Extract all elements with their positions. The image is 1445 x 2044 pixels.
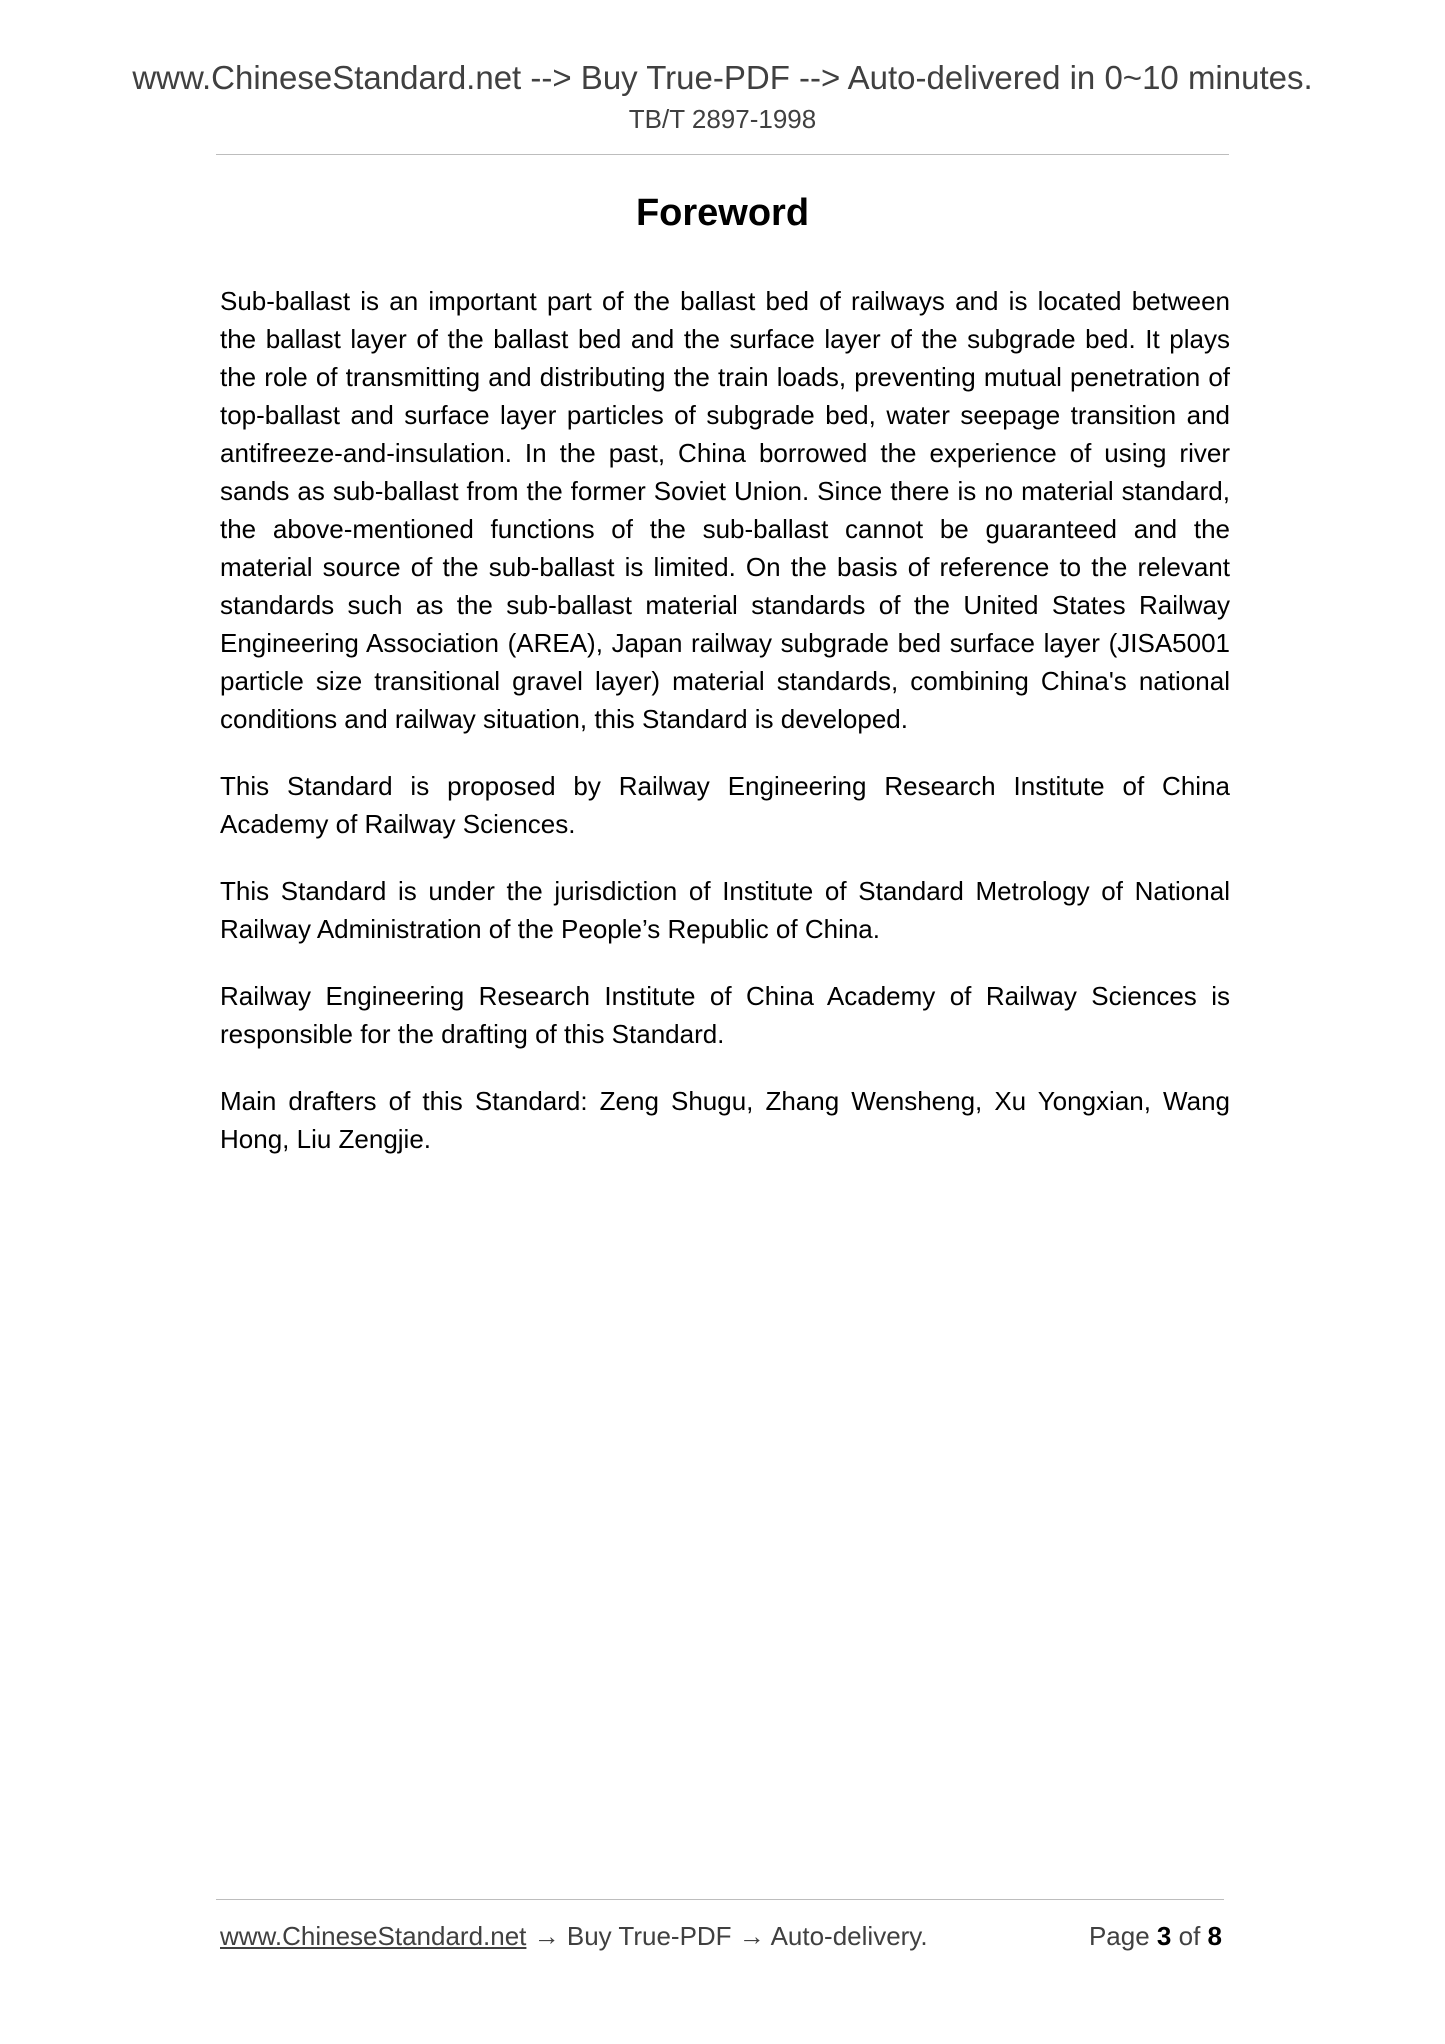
paragraph-proposed-by: This Standard is proposed by Railway Engineering Research Institute of China Academy of Railway Sciences. xyxy=(220,771,1230,839)
page-label: Page xyxy=(1088,1921,1157,1951)
paragraph-drafting-unit: Railway Engineering Research Institute of China Academy of Railway Sciences is responsible for the drafting of this Standard. xyxy=(220,981,1230,1049)
page-of-label: of xyxy=(1171,1921,1208,1951)
document-code: TB/T 2897-1998 xyxy=(628,104,817,134)
header-divider xyxy=(216,154,1229,155)
paragraph-intro: Sub-ballast is an important part of the ballast bed of railways and is located between the ballast layer of the ballast bed and the surface layer of the subgrade bed. It plays the role of transmitting and distributing the train loads, preventing mutual penetration of top-ballast and surface layer particles of subgrade bed, water seepage transition and antifreeze-and-insulation. In the past, China borrowed the experience of using river sands as sub-ballast from the former Soviet Union. Since there is no material standard, the above-mentioned functions of the sub-ballast cannot be guaranteed and the material source of the sub-ballast is limited. On the basis of reference to the relevant standards such as the sub-ballast material standards of the United States Railway Engineering Association (AREA), Japan railway subgrade bed surface layer (JISA5001 particle size transitional gravel layer) material standards, combining China's national conditions and railway situation, this Standard is developed. xyxy=(220,286,1230,734)
page-current: 3 xyxy=(1156,1921,1172,1951)
footer-divider xyxy=(216,1899,1224,1900)
paragraph-jurisdiction: This Standard is under the jurisdiction of Institute of Standard Metrology of National Railway Administration of the People’s Republic of China. xyxy=(220,876,1230,944)
page-indicator xyxy=(1089,1919,1222,1953)
footer-site-link[interactable]: www.ChineseStandard.net xyxy=(220,1921,527,1951)
page-total: 8 xyxy=(1207,1921,1222,1951)
footer-tagline: → Buy True-PDF → Auto-delivery. xyxy=(526,1921,928,1951)
document-body xyxy=(220,282,1230,1187)
page-title: Foreword xyxy=(635,192,810,234)
paragraph-drafters: Main drafters of this Standard: Zeng Shugu, Zhang Wensheng, Xu Yongxian, Wang Hong, Liu Zengjie. xyxy=(220,1086,1230,1154)
footer-promo xyxy=(220,1919,928,1953)
header-banner: www.ChineseStandard.net --> Buy True-PDF --> Auto-delivered in 0~10 minutes. xyxy=(132,59,1313,96)
